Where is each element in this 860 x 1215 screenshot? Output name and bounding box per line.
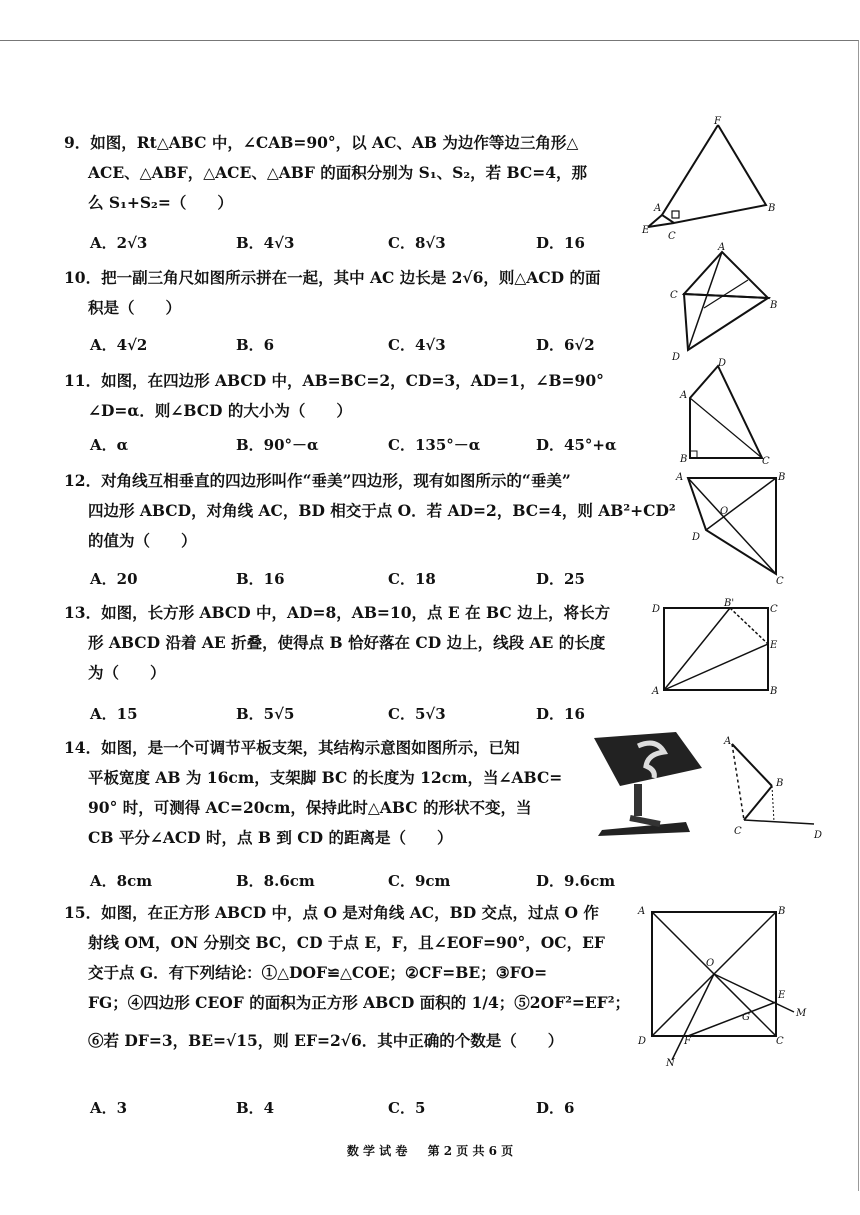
option-b: B．6 bbox=[236, 336, 275, 354]
page-footer bbox=[0, 1142, 860, 1159]
question-13-figure bbox=[652, 600, 782, 699]
label-g: G bbox=[742, 1012, 750, 1023]
label-b: B bbox=[680, 454, 688, 465]
option-a: A．4√2 bbox=[90, 336, 148, 354]
question-12-line-2: 四边形 ABCD，对角线 AC，BD 相交于点 O．若 AD=2，BC=4，则 AB²+CD² bbox=[88, 501, 676, 520]
label-c: C bbox=[670, 290, 678, 301]
question-12-figure bbox=[676, 470, 796, 589]
label-c: C bbox=[762, 456, 770, 467]
label-d: D bbox=[672, 352, 681, 363]
question-9 bbox=[64, 128, 587, 218]
label-b: B bbox=[770, 686, 778, 697]
label-o: O bbox=[706, 958, 715, 969]
label-d: D bbox=[652, 604, 661, 615]
option-c: C．8√3 bbox=[388, 234, 446, 252]
question-11-line-1: 11．如图，在四边形 ABCD 中，AB=BC=2，CD=3，AD=1，∠B=90° bbox=[64, 371, 604, 390]
question-14-figure bbox=[722, 734, 832, 848]
option-c: C．18 bbox=[388, 570, 436, 588]
footer-page-number: 第 2 页 共 6 页 bbox=[427, 1144, 514, 1158]
label-b-prime: B' bbox=[724, 598, 735, 609]
question-15-line-1: 15．如图，在正方形 ABCD 中，点 O 是对角线 AC，BD 交点，过点 O 作 bbox=[64, 903, 599, 922]
option-b: B．4√3 bbox=[236, 234, 295, 252]
label-e: E bbox=[770, 640, 778, 651]
label-d: D bbox=[718, 358, 727, 369]
option-a: A．8cm bbox=[90, 872, 153, 890]
option-a: A．α bbox=[90, 436, 129, 454]
option-c: C．5√3 bbox=[388, 705, 446, 723]
option-d: D．16 bbox=[536, 234, 585, 252]
question-9-line-3: 么 S₁+S₂=（ ） bbox=[88, 193, 233, 212]
label-o: O bbox=[720, 506, 729, 517]
question-12 bbox=[64, 466, 676, 556]
option-c: C．9cm bbox=[388, 872, 451, 890]
label-a: A bbox=[654, 203, 662, 214]
option-b: B．8.6cm bbox=[236, 872, 315, 890]
question-15-line-4: FG；④四边形 CEOF 的面积为正方形 ABCD 面积的 1/4；⑤2OF²=EF²； bbox=[88, 993, 630, 1012]
question-14-line-1: 14．如图，是一个可调节平板支架，其结构示意图如图所示，已知 bbox=[64, 738, 520, 757]
question-11-figure bbox=[672, 358, 782, 472]
question-11-line-2: ∠D=α．则∠BCD 的大小为（ ） bbox=[88, 401, 352, 420]
label-f: F bbox=[684, 1036, 691, 1047]
label-e: E bbox=[778, 990, 786, 1001]
option-d: D．9.6cm bbox=[536, 872, 616, 890]
option-b: B．90°－α bbox=[236, 436, 319, 454]
question-10 bbox=[64, 263, 601, 323]
label-b: B bbox=[778, 906, 786, 917]
label-b: B bbox=[768, 203, 776, 214]
label-c: C bbox=[734, 826, 742, 837]
option-a: A．2√3 bbox=[90, 234, 148, 252]
question-15 bbox=[64, 898, 630, 1056]
option-d: D．25 bbox=[536, 570, 585, 588]
question-10-line-2: 积是（ ） bbox=[88, 298, 182, 317]
label-d: D bbox=[638, 1036, 647, 1047]
option-d: D．6√2 bbox=[536, 336, 595, 354]
option-b: B．16 bbox=[236, 570, 285, 588]
question-13-line-1: 13．如图，长方形 ABCD 中，AD=8，AB=10，点 E 在 BC 边上，将长方 bbox=[64, 603, 611, 622]
label-a: A bbox=[718, 242, 726, 253]
question-13-line-3: 为（ ） bbox=[88, 663, 166, 682]
option-c: C．135°－α bbox=[388, 436, 481, 454]
question-9-figure bbox=[640, 115, 790, 249]
question-14 bbox=[64, 733, 562, 853]
label-a: A bbox=[724, 736, 732, 747]
option-d: D．16 bbox=[536, 705, 585, 723]
option-c: C．4√3 bbox=[388, 336, 446, 354]
question-12-line-1: 12．对角线互相垂直的四边形叫作“垂美”四边形，现有如图所示的“垂美” bbox=[64, 471, 571, 490]
question-10-figure bbox=[664, 242, 784, 371]
label-n: N bbox=[666, 1058, 675, 1069]
label-c: C bbox=[770, 604, 778, 615]
label-c: C bbox=[776, 576, 784, 587]
label-a: A bbox=[638, 906, 646, 917]
question-15-line-2: 射线 OM，ON 分别交 BC，CD 于点 E，F，且∠EOF=90°，OC，EF bbox=[88, 933, 605, 952]
question-10-line-1: 10．把一副三角尺如图所示拼在一起，其中 AC 边长是 2√6，则△ACD 的面 bbox=[64, 268, 601, 287]
label-c: C bbox=[668, 231, 676, 242]
question-9-line-1: 9．如图，Rt△ABC 中，∠CAB=90°，以 AC、AB 为边作等边三角形△ bbox=[64, 133, 579, 152]
question-14-line-2: 平板宽度 AB 为 16cm，支架脚 BC 的长度为 12cm，当∠ABC= bbox=[88, 768, 563, 787]
label-b: B bbox=[776, 778, 784, 789]
label-a: A bbox=[680, 390, 688, 401]
option-d: D．6 bbox=[536, 1099, 575, 1117]
option-a: A．15 bbox=[90, 705, 138, 723]
label-b: B bbox=[778, 472, 786, 483]
label-a: A bbox=[676, 472, 684, 483]
question-15-line-5: ⑥若 DF=3，BE=√15，则 EF=2√6．其中正确的个数是（ ） bbox=[88, 1031, 564, 1050]
question-13-line-2: 形 ABCD 沿着 AE 折叠，使得点 B 恰好落在 CD 边上，线段 AE 的长度 bbox=[88, 633, 606, 652]
label-a: A bbox=[652, 686, 660, 697]
question-14-line-3: 90° 时，可测得 AC=20cm，保持此时△ABC 的形状不变，当 bbox=[88, 798, 532, 817]
option-b: B．4 bbox=[236, 1099, 275, 1117]
label-d: D bbox=[814, 830, 823, 841]
option-c: C．5 bbox=[388, 1099, 426, 1117]
footer-subject: 数 学 试 卷 bbox=[346, 1144, 408, 1158]
label-f: F bbox=[714, 116, 721, 127]
option-b: B．5√5 bbox=[236, 705, 295, 723]
option-a: A．3 bbox=[90, 1099, 128, 1117]
label-m: M bbox=[796, 1008, 807, 1019]
label-b: B bbox=[770, 300, 778, 311]
label-c: C bbox=[776, 1036, 784, 1047]
option-d: D．45°+α bbox=[536, 436, 617, 454]
question-11 bbox=[64, 366, 604, 426]
question-14-line-4: CB 平分∠ACD 时，点 B 到 CD 的距离是（ ） bbox=[88, 828, 453, 847]
label-d: D bbox=[692, 532, 701, 543]
question-15-figure bbox=[636, 900, 816, 1074]
question-9-line-2: ACE、△ABF，△ACE、△ABF 的面积分别为 S₁、S₂，若 BC=4，那 bbox=[88, 163, 588, 182]
tablet-stand-photo bbox=[590, 728, 710, 842]
question-15-line-3: 交于点 G．有下列结论：①△DOF≌△COE；②CF=BE；③FO= bbox=[88, 963, 548, 982]
question-13 bbox=[64, 598, 610, 688]
option-a: A．20 bbox=[90, 570, 138, 588]
question-12-line-3: 的值为（ ） bbox=[88, 531, 197, 550]
label-e: E bbox=[642, 225, 650, 236]
